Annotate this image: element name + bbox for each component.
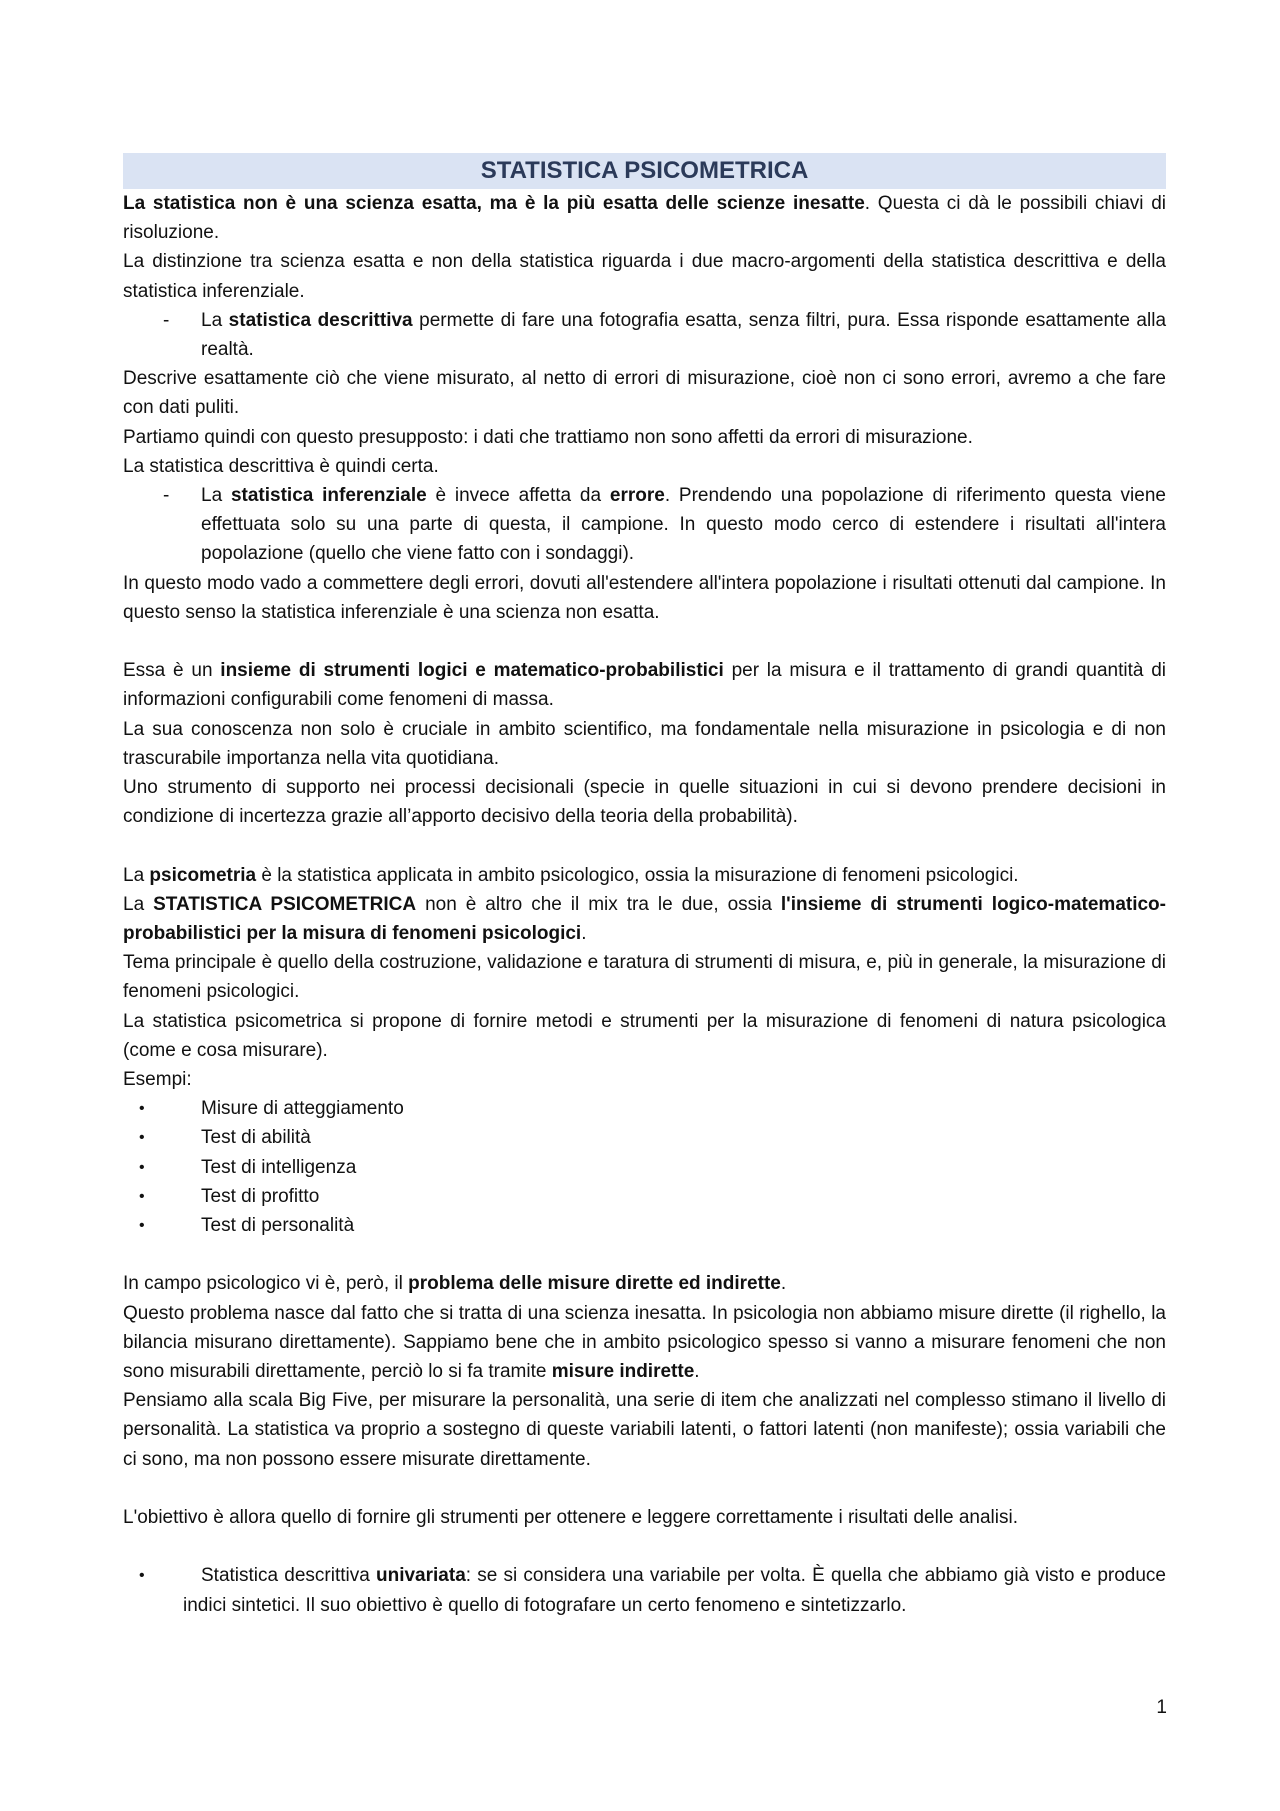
- blank-line: [123, 1474, 1166, 1503]
- bullet-marker: •: [139, 1100, 145, 1118]
- page-number: 1: [1156, 1697, 1167, 1718]
- paragraph: [123, 189, 1166, 247]
- examples-list: [123, 1094, 1166, 1240]
- blank-line: [123, 1240, 1166, 1269]
- text: .: [694, 1361, 700, 1383]
- paragraph: La distinzione tra scienza esatta e non della statistica riguarda i due macro-argomenti della statistica descrittiva e della statistica inferenziale.: [123, 251, 1166, 302]
- bold-text: insieme di strumenti logici e matematico-probabilistici: [220, 660, 724, 682]
- paragraph: L'obiettivo è allora quello di fornire gli strumenti per ottenere e leggere correttamente i risultati delle analisi.: [123, 1507, 1018, 1529]
- text: . Prendendo una popolazione di riferimento questa viene effettuata solo su una parte di questa, il campione. In questo modo cerco di estendere i risultati all'intera popolazione (quello che viene fatto con i sondaggi).: [201, 485, 1166, 565]
- text: non è altro che il mix tra le due, ossia: [416, 893, 781, 915]
- text: Statistica descrittiva: [201, 1565, 376, 1587]
- text: è invece affetta da: [426, 485, 610, 507]
- list-item: [123, 1153, 1166, 1182]
- list-item-text: Test di personalità: [201, 1215, 355, 1237]
- text: La: [201, 485, 231, 507]
- text: : se si considera una variabile per volta. È quella che abbiamo già visto e produce indici sintetici. Il suo obiettivo è quello di fotografare un certo fenomeno e sintetizzarlo.: [183, 1565, 1166, 1616]
- paragraph: [123, 890, 1166, 948]
- list-item-text: Test di intelligenza: [201, 1156, 357, 1178]
- list-item: [123, 1561, 1166, 1619]
- list-item: [123, 1182, 1166, 1211]
- bold-text: statistica inferenziale: [230, 485, 427, 507]
- bullet-marker: •: [139, 1567, 145, 1585]
- paragraph: Pensiamo alla scala Big Five, per misurare la personalità, una serie di item che analizzati nel complesso stimano il livello di personalità. La statistica va proprio a sostegno di queste variabili latenti, o fattori latenti (non manifeste); ossia variabili che ci sono, ma non possono essere misurate direttamente.: [123, 1390, 1166, 1470]
- text: . Questa ci dà le possibili chiavi di risoluzione.: [123, 193, 1166, 244]
- text: La: [123, 893, 154, 915]
- text: è la statistica applicata in ambito psicologico, ossia la misurazione di fenomeni psicologici.: [256, 864, 1019, 886]
- bullet-marker: •: [139, 1217, 145, 1235]
- text: .: [780, 1273, 787, 1295]
- paragraph: [123, 656, 1166, 714]
- examples-label: Esempi:: [123, 1069, 192, 1091]
- bullet-marker: •: [139, 1158, 145, 1176]
- dash-marker: -: [163, 309, 170, 331]
- paragraph: [123, 1269, 1166, 1298]
- paragraph: Partiamo quindi con questo presupposto: i dati che trattiamo non sono affetti da errori di misurazione.: [123, 426, 973, 448]
- text: La: [123, 864, 150, 886]
- text: Questo problema nasce dal fatto che si tratta di una scienza inesatta. In psicologia non abbiamo misure dirette (il righello, la bilancia misurano direttamente). Sappiamo bene che in ambito psicologico spesso si vanno a misurare fenomeni che non sono misurabili direttamente, perciò lo si fa tramite: [123, 1302, 1166, 1383]
- paragraph: [123, 861, 1166, 890]
- bold-text: problema delle misure dirette ed indirette: [408, 1273, 781, 1295]
- bold-text: STATISTICA PSICOMETRICA: [153, 893, 417, 915]
- bold-text: psicometria: [149, 864, 257, 886]
- list-item-text: Test di profitto: [201, 1185, 320, 1207]
- dash-list-item: [123, 306, 1166, 364]
- blank-line: [123, 1532, 1166, 1561]
- list-item-text: Test di abilità: [201, 1127, 311, 1149]
- text: permette di fare una fotografia esatta, senza filtri, pura. Essa risponde esattamente alla realtà.: [201, 309, 1167, 361]
- list-item: [123, 1094, 1166, 1123]
- bold-text: errore: [609, 485, 665, 507]
- dash-list-item: [123, 481, 1166, 569]
- text: In campo psicologico vi è, però, il: [123, 1273, 409, 1295]
- document-body: [123, 153, 1166, 1620]
- paragraph: Descrive esattamente ciò che viene misurato, al netto di errori di misurazione, cioè non ci sono errori, avremo a che fare con dati puliti.: [123, 368, 1166, 419]
- bold-text: univariata: [376, 1565, 466, 1587]
- list-item: [123, 1211, 1166, 1240]
- text: La: [201, 309, 229, 331]
- paragraph: Tema principale è quello della costruzione, validazione e taratura di strumenti di misura, e, più in generale, la misurazione di fenomeni psicologici.: [123, 952, 1166, 1003]
- blank-line: [123, 831, 1166, 860]
- paragraph: Uno strumento di supporto nei processi decisionali (specie in quelle situazioni in cui si devono prendere decisioni in condizione di incertezza grazie all’apporto decisivo della teoria della probabilità).: [123, 777, 1166, 828]
- dash-marker: -: [163, 485, 170, 507]
- bold-text: statistica descrittiva: [228, 309, 413, 331]
- paragraph: La statistica psicometrica si propone di fornire metodi e strumenti per la misurazione di fenomeni di natura psicologica (come e cosa misurare).: [123, 1010, 1166, 1061]
- bullet-marker: •: [139, 1129, 145, 1147]
- text: per la misura e il trattamento di grandi quantità di informazioni configurabili come fenomeni di massa.: [123, 660, 1166, 711]
- bold-text: l'insieme di strumenti logico-matematico-probabilistici per la misura di fenomeni psicologici: [123, 893, 1166, 945]
- text: Essa è un: [123, 660, 221, 682]
- bullet-marker: •: [139, 1187, 145, 1205]
- text: .: [581, 923, 587, 945]
- paragraph: La sua conoscenza non solo è cruciale in ambito scientifico, ma fondamentale nella misurazione in psicologia e di non trascurabile importanza nella vita quotidiana.: [123, 718, 1166, 769]
- paragraph: La statistica descrittiva è quindi certa.: [123, 455, 439, 477]
- document-title: STATISTICA PSICOMETRICA: [123, 153, 1166, 189]
- paragraph: [123, 1299, 1166, 1387]
- blank-line: [123, 627, 1166, 656]
- bold-text: misure indirette: [551, 1361, 695, 1383]
- paragraph: In questo modo vado a commettere degli errori, dovuti all'estendere all'intera popolazione i risultati ottenuti dal campione. In questo senso la statistica inferenziale è una scienza non esatta.: [123, 572, 1166, 623]
- list-item-text: Misure di atteggiamento: [201, 1098, 404, 1120]
- list-item: [123, 1123, 1166, 1152]
- bold-text: La statistica non è una scienza esatta, ma è la più esatta delle scienze inesatte: [123, 193, 865, 214]
